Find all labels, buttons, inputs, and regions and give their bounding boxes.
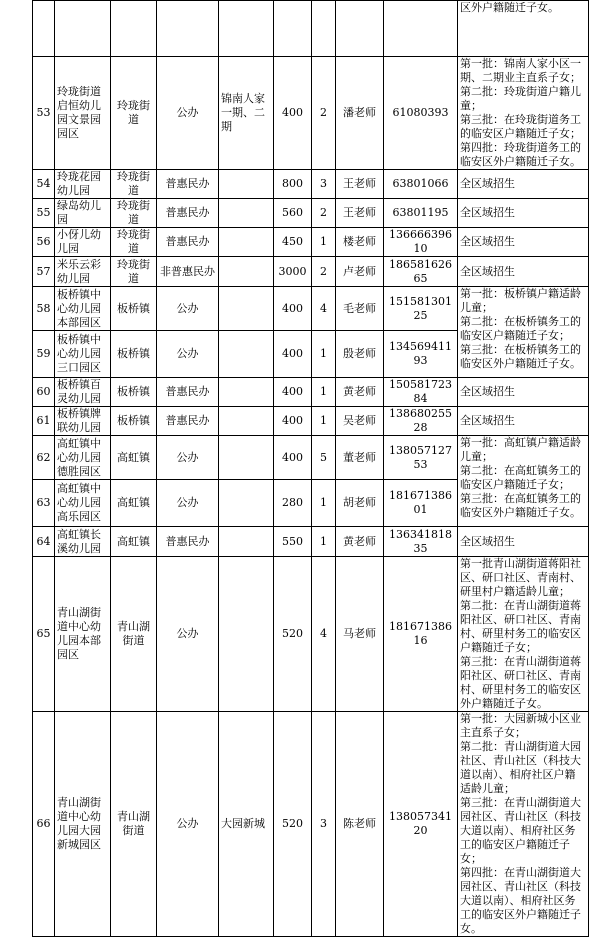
cell-classes: 1 — [312, 331, 336, 378]
cell-count: 800 — [274, 170, 312, 199]
cell-policy: 全区域招生 — [458, 407, 589, 436]
cell-policy: 区外户籍随迁子女。 — [458, 1, 589, 57]
cell-area — [219, 1, 274, 57]
cell-classes: 1 — [312, 407, 336, 436]
cell-policy: 全区域招生 — [458, 199, 589, 228]
cell-area — [219, 436, 274, 480]
cell-count: 520 — [274, 557, 312, 712]
table-body — [33, 1, 589, 937]
cell-phone: 15058172384 — [384, 378, 458, 407]
cell-contact: 毛老师 — [336, 287, 384, 331]
cell-phone: 13456941193 — [384, 331, 458, 378]
table-row — [33, 170, 589, 199]
cell-area — [219, 287, 274, 331]
cell-kindergarten-name: 板桥镇牌联幼儿园 — [55, 407, 111, 436]
table-row — [33, 378, 589, 407]
cell-count: 560 — [274, 199, 312, 228]
cell-kindergarten-name: 板桥镇中心幼儿园本部园区 — [55, 287, 111, 331]
cell-classes: 1 — [312, 228, 336, 257]
cell-kindergarten-name: 青山湖街道中心幼儿园本部园区 — [55, 557, 111, 712]
table-row — [33, 228, 589, 257]
cell-type: 公办 — [157, 557, 219, 712]
cell-count — [274, 1, 312, 57]
cell-street: 板桥镇 — [111, 378, 157, 407]
cell-contact: 黄老师 — [336, 378, 384, 407]
cell-policy: 全区域招生 — [458, 228, 589, 257]
cell-classes: 2 — [312, 257, 336, 287]
cell-area — [219, 170, 274, 199]
cell-policy: 第一批：板桥镇户籍适龄儿童； 第二批：在板桥镇务工的临安区户籍随迁子女； 第三批：在板桥镇务工的临安区外户籍随迁子女。 — [458, 287, 589, 378]
cell-kindergarten-name — [55, 1, 111, 57]
cell-street: 玲珑街道 — [111, 57, 157, 170]
cell-kindergarten-name: 板桥镇百灵幼儿园 — [55, 378, 111, 407]
cell-area — [219, 407, 274, 436]
cell-type: 普惠民办 — [157, 199, 219, 228]
cell-phone: 18167138601 — [384, 480, 458, 527]
cell-count: 520 — [274, 712, 312, 937]
cell-policy: 第一批：锦南人家小区一期、二期业主直系子女； 第二批：玲珑街道户籍儿童； 第三批：在玲珑街道务工的临安区户籍随迁子女； 第四批：玲珑街道务工的临安区外户籍随迁子女。 — [458, 57, 589, 170]
cell-kindergarten-name: 高虹镇长溪幼儿园 — [55, 527, 111, 557]
cell-type: 公办 — [157, 712, 219, 937]
cell-phone: 18167138616 — [384, 557, 458, 712]
cell-street: 板桥镇 — [111, 407, 157, 436]
cell-street: 玲珑街道 — [111, 170, 157, 199]
cell-contact — [336, 1, 384, 57]
cell-type — [157, 1, 219, 57]
cell-street: 青山湖街道 — [111, 712, 157, 937]
cell-kindergarten-name: 小伢儿幼儿园 — [55, 228, 111, 257]
cell-type: 公办 — [157, 331, 219, 378]
cell-street: 玲珑街道 — [111, 228, 157, 257]
cell-contact: 陈老师 — [336, 712, 384, 937]
cell-contact: 潘老师 — [336, 57, 384, 170]
cell-kindergarten-name: 板桥镇中心幼儿园三口园区 — [55, 331, 111, 378]
cell-phone: 15158130125 — [384, 287, 458, 331]
cell-number: 59 — [33, 331, 55, 378]
cell-number: 55 — [33, 199, 55, 228]
kindergarten-enrollment-table — [32, 0, 589, 937]
cell-contact: 马老师 — [336, 557, 384, 712]
cell-area: 锦南人家一期、二期 — [219, 57, 274, 170]
cell-contact: 王老师 — [336, 170, 384, 199]
cell-policy: 第一批：高虹镇户籍适龄儿童； 第二批：在高虹镇务工的临安区户籍随迁子女； 第三批：在高虹镇务工的临安区外户籍随迁子女。 — [458, 436, 589, 527]
cell-area — [219, 331, 274, 378]
cell-kindergarten-name: 玲珑街道启恒幼儿园文景园园区 — [55, 57, 111, 170]
cell-count: 280 — [274, 480, 312, 527]
cell-number: 60 — [33, 378, 55, 407]
cell-number — [33, 1, 55, 57]
cell-type: 普惠民办 — [157, 170, 219, 199]
cell-count: 3000 — [274, 257, 312, 287]
cell-type: 公办 — [157, 287, 219, 331]
cell-kindergarten-name: 高虹镇中心幼儿园高乐园区 — [55, 480, 111, 527]
cell-number: 63 — [33, 480, 55, 527]
cell-contact: 卢老师 — [336, 257, 384, 287]
cell-street: 板桥镇 — [111, 287, 157, 331]
cell-kindergarten-name: 绿岛幼儿园 — [55, 199, 111, 228]
cell-classes: 4 — [312, 287, 336, 331]
table-row — [33, 257, 589, 287]
cell-area — [219, 378, 274, 407]
cell-policy: 全区域招生 — [458, 527, 589, 557]
table-row — [33, 57, 589, 170]
document-page — [32, 0, 594, 937]
cell-type: 普惠民办 — [157, 407, 219, 436]
cell-policy: 全区域招生 — [458, 170, 589, 199]
cell-type: 普惠民办 — [157, 228, 219, 257]
cell-classes: 1 — [312, 527, 336, 557]
cell-number: 53 — [33, 57, 55, 170]
cell-phone: 63801195 — [384, 199, 458, 228]
cell-policy: 第一批青山湖街道蒋阳社区、研口社区、青南村、研里村户籍适龄儿童； 第二批：在青山湖街道蒋阳社区、研口社区、青南村、研里村务工的临安区户籍随迁子女； 第三批：在青山湖街道蒋阳社区、研口社区、青南村、研里村务工的临安区外户籍随迁子女。 — [458, 557, 589, 712]
cell-type: 普惠民办 — [157, 378, 219, 407]
table-row — [33, 527, 589, 557]
cell-count: 400 — [274, 331, 312, 378]
cell-classes — [312, 1, 336, 57]
cell-classes: 3 — [312, 712, 336, 937]
cell-policy: 全区域招生 — [458, 257, 589, 287]
cell-count: 400 — [274, 436, 312, 480]
table-row — [33, 712, 589, 937]
cell-street: 高虹镇 — [111, 436, 157, 480]
cell-kindergarten-name: 青山湖街道中心幼儿园大园新城园区 — [55, 712, 111, 937]
cell-classes: 4 — [312, 557, 336, 712]
cell-count: 400 — [274, 407, 312, 436]
cell-number: 66 — [33, 712, 55, 937]
table-row — [33, 287, 589, 331]
cell-count: 400 — [274, 378, 312, 407]
cell-street: 青山湖街道 — [111, 557, 157, 712]
cell-policy: 第一批：大园新城小区业主直系子女； 第二批：青山湖街道大园社区、青山社区（科技大道以南）、相府社区户籍适龄儿童； 第三批：在青山湖街道大园社区、青山社区（科技大道以南）、相府社区务工的临安区户籍随迁子女； 第四批：在青山湖街道大园社区、青山社区（科技大道以南）、相府社区务工的临安区外户籍随迁子女。 — [458, 712, 589, 937]
cell-contact: 董老师 — [336, 436, 384, 480]
cell-type: 公办 — [157, 57, 219, 170]
cell-type: 非普惠民办 — [157, 257, 219, 287]
cell-area — [219, 228, 274, 257]
cell-contact: 楼老师 — [336, 228, 384, 257]
cell-area — [219, 480, 274, 527]
cell-number: 61 — [33, 407, 55, 436]
cell-area: 大园新城 — [219, 712, 274, 937]
cell-kindergarten-name: 米乐云彩幼儿园 — [55, 257, 111, 287]
cell-number: 65 — [33, 557, 55, 712]
table-row — [33, 407, 589, 436]
cell-count: 400 — [274, 57, 312, 170]
cell-count: 550 — [274, 527, 312, 557]
cell-phone: 13805734120 — [384, 712, 458, 937]
table-row — [33, 1, 589, 57]
cell-contact: 殷老师 — [336, 331, 384, 378]
cell-street: 板桥镇 — [111, 331, 157, 378]
cell-type: 普惠民办 — [157, 527, 219, 557]
cell-policy: 全区域招生 — [458, 378, 589, 407]
cell-area — [219, 527, 274, 557]
table-row — [33, 436, 589, 480]
cell-area — [219, 257, 274, 287]
cell-contact: 胡老师 — [336, 480, 384, 527]
cell-contact: 黄老师 — [336, 527, 384, 557]
cell-number: 64 — [33, 527, 55, 557]
cell-phone: 13805712753 — [384, 436, 458, 480]
cell-contact: 吴老师 — [336, 407, 384, 436]
cell-number: 54 — [33, 170, 55, 199]
table-row — [33, 557, 589, 712]
cell-kindergarten-name: 玲珑花园幼儿园 — [55, 170, 111, 199]
cell-classes: 2 — [312, 57, 336, 170]
cell-phone: 61080393 — [384, 57, 458, 170]
cell-phone: 13868025528 — [384, 407, 458, 436]
cell-contact: 王老师 — [336, 199, 384, 228]
cell-count: 400 — [274, 287, 312, 331]
cell-street: 高虹镇 — [111, 527, 157, 557]
cell-number: 58 — [33, 287, 55, 331]
cell-street: 玲珑街道 — [111, 257, 157, 287]
cell-classes: 1 — [312, 480, 336, 527]
cell-phone: 13634181835 — [384, 527, 458, 557]
cell-area — [219, 557, 274, 712]
cell-phone: 63801066 — [384, 170, 458, 199]
cell-classes: 3 — [312, 170, 336, 199]
cell-phone — [384, 1, 458, 57]
cell-area — [219, 199, 274, 228]
cell-count: 450 — [274, 228, 312, 257]
cell-classes: 5 — [312, 436, 336, 480]
cell-type: 公办 — [157, 480, 219, 527]
cell-phone: 18658162665 — [384, 257, 458, 287]
table-row — [33, 199, 589, 228]
cell-kindergarten-name: 高虹镇中心幼儿园德胜园区 — [55, 436, 111, 480]
cell-number: 57 — [33, 257, 55, 287]
cell-phone: 13666639610 — [384, 228, 458, 257]
cell-classes: 2 — [312, 199, 336, 228]
cell-street: 高虹镇 — [111, 480, 157, 527]
cell-classes: 1 — [312, 378, 336, 407]
cell-number: 56 — [33, 228, 55, 257]
cell-number: 62 — [33, 436, 55, 480]
cell-street: 玲珑街道 — [111, 199, 157, 228]
cell-type: 公办 — [157, 436, 219, 480]
cell-street — [111, 1, 157, 57]
